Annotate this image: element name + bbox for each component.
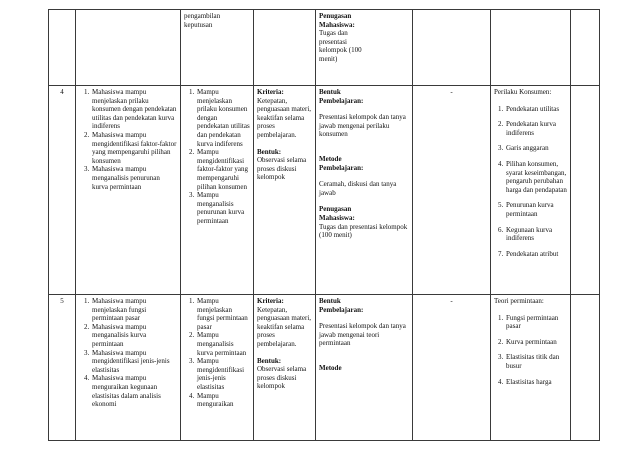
method-heading: Metode (319, 363, 342, 372)
task-heading: Penugasan (319, 205, 352, 214)
row-number: 4 (49, 86, 76, 295)
cell-topics (491, 10, 571, 86)
task-text: Tugas dan presentasi kelompok (100 menit) (319, 222, 408, 240)
cell-extra (571, 295, 600, 441)
task-heading: Mahasiswa: (319, 213, 355, 222)
indicator-item: 2. Mampu mengidentifikasi faktor-faktor yang mempengaruhi pilihan konsumen (196, 148, 250, 191)
method-text: Ceramah, diskusi dan tanya jawab (319, 180, 397, 197)
table-row-continuation (49, 10, 600, 86)
cell-outcomes (76, 295, 181, 441)
learning-heading: Pembelajaran: (319, 305, 364, 314)
cell-extra (571, 10, 600, 86)
topic-item: 3. Garis anggaran (505, 144, 567, 153)
task-line: kelompok (100 (319, 46, 362, 55)
outcome-item: 4. Mahasiswa mampu menguraikan kegunaan elastisitas dalam analisis ekonomi (91, 374, 177, 408)
indicator-item: 4. Mampu menguraikan (196, 392, 250, 409)
cell-indicators (181, 86, 254, 295)
cell-no (49, 10, 76, 86)
indicator-line: keputusan (184, 20, 213, 29)
outcome-item: 1. Mahasiswa mampu menjelaskan prilaku konsumen dengan pendekatan utilitas dan pendekatan kurva indiferens (91, 88, 177, 131)
row-number: 5 (49, 295, 76, 441)
form-text: Observasi selama proses diskusi kelompok (257, 365, 307, 391)
task-heading: Mahasiswa: (319, 20, 355, 29)
form-text: Observasi selama proses diskusi kelompok (257, 156, 307, 182)
task-line: menit) (319, 54, 338, 63)
cell-indicators (181, 295, 254, 441)
indicator-item: 3. Mampu menganalisis penurunan kurva permintaan (196, 191, 250, 225)
indicator-item: 1. Mampu menjelaskan prilaku konsumen dengan pendekatan utilitas dan pendekatan kurva indiferens (196, 88, 250, 148)
cell-learning (316, 295, 413, 441)
cell-dash (413, 10, 491, 86)
topic-item: 4. Elastisitas harga (505, 378, 567, 387)
method-heading: Pembelajaran: (319, 163, 364, 172)
form-heading: Bentuk: (257, 356, 282, 365)
outcome-item: 3. Mahasiswa mampu mengidentifikasi jenis-jenis elastisitas (91, 349, 177, 375)
task-heading: Penugasan (319, 12, 352, 20)
indicator-item: 3. Mampu mengidentifikasi jenis-jenis elastisitas (196, 357, 250, 391)
cell-criteria (254, 295, 316, 441)
topic-item: 7. Pendekatan atribut (505, 250, 567, 259)
cell-learning (316, 10, 413, 86)
learning-heading: Pembelajaran: (319, 96, 364, 105)
indicator-item: 2. Mampu menganalisis kurva permintaan (196, 331, 250, 357)
cell-outcomes (76, 86, 181, 295)
cell-criteria (254, 86, 316, 295)
rps-table (48, 9, 600, 441)
cell-topics (491, 295, 571, 441)
criteria-heading: Kriteria: (257, 297, 284, 305)
topic-title: Perilaku Konsumen: (494, 88, 552, 96)
indicator-line: pengambilan (184, 12, 221, 20)
task-line: Tugas dan (319, 29, 348, 38)
topic-title: Teori permintaan: (494, 297, 544, 305)
outcome-item: 3. Mahasiswa mampu menganalisis penurunan kurva permintaan (91, 165, 177, 191)
cell-outcomes (76, 10, 181, 86)
criteria-text: Ketepatan, penguasaan materi, keaktifan selama proses pembelajaran. (257, 96, 312, 139)
criteria-text: Ketepatan, penguasaan materi, keaktifan selama proses pembelajaran. (257, 305, 312, 348)
cell-indicators (181, 10, 254, 86)
cell-dash: - (413, 295, 491, 441)
indicator-item: 1. Mampu menjelaskan fungsi permintaan pasar (196, 297, 250, 331)
task-line: presentasi (319, 37, 347, 46)
criteria-heading: Kriteria: (257, 88, 284, 96)
outcome-item: 1. Mahasiswa mampu menjelaskan fungsi permintaan pasar (91, 297, 177, 323)
topic-item: 5. Penurunan kurva permintaan (505, 201, 567, 218)
topic-item: 2. Kurva permintaan (505, 338, 567, 347)
learning-text: Presentasi kelompok dan tanya jawab mengenai perilaku konsumen (319, 113, 406, 139)
learning-text: Presentasi kelompok dan tanya jawab mengenai teori permintaan (319, 322, 406, 348)
topic-item: 4. Pilihan konsumen, syarat keseimbangan, pengaruh perubahan harga dan pendapatan (505, 160, 567, 194)
form-heading: Bentuk: (257, 147, 282, 156)
table-row-5 (49, 295, 600, 441)
table-row-4 (49, 86, 600, 295)
outcome-item: 2. Mahasiswa mampu menganalisis kurva permintaan (91, 323, 177, 349)
method-heading: Metode (319, 154, 342, 163)
cell-learning (316, 86, 413, 295)
cell-topics (491, 86, 571, 295)
topic-item: 6. Kegunaan kurva indiferens (505, 226, 567, 243)
topic-item: 1. Pendekatan utilitas (505, 105, 567, 114)
cell-extra (571, 86, 600, 295)
learning-heading: Bentuk (319, 88, 341, 96)
topic-item: 3. Elastisitas titik dan busur (505, 353, 567, 370)
cell-criteria (254, 10, 316, 86)
topic-item: 2. Pendekatan kurva indiferens (505, 120, 567, 137)
cell-dash: - (413, 86, 491, 295)
topic-item: 1. Fungsi permintaan pasar (505, 314, 567, 331)
outcome-item: 2. Mahasiswa mampu mengidentifikasi faktor-faktor yang mempengaruhi pilihan konsumen (91, 131, 177, 165)
learning-heading: Bentuk (319, 297, 341, 305)
